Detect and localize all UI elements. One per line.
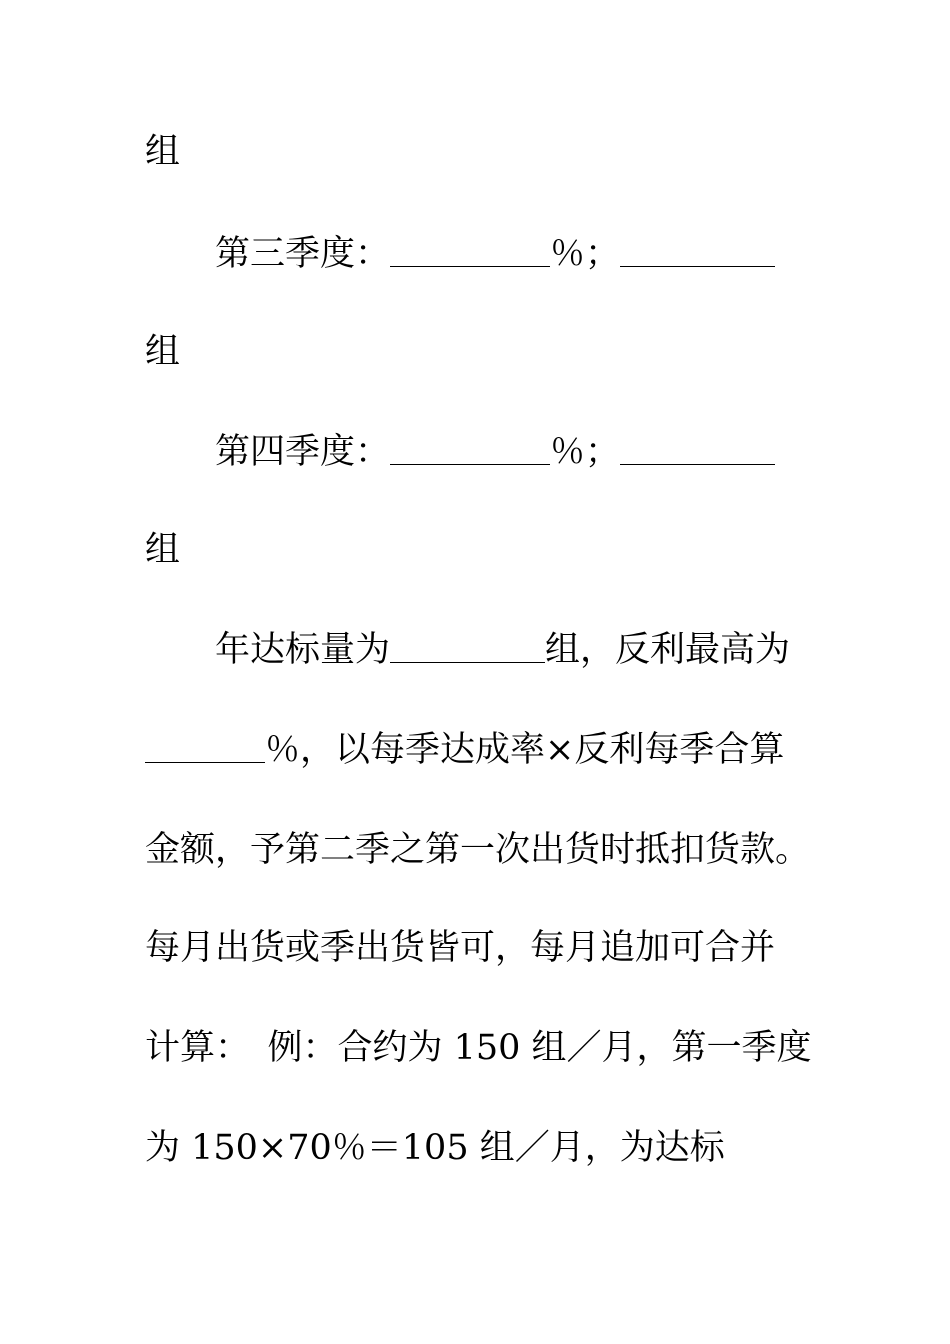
quarter-three-line	[215, 234, 875, 274]
percent-blank[interactable]	[390, 236, 550, 267]
text-line: 计算： 例：合约为 150 组／月，第一季度	[145, 1028, 812, 1068]
quarter-label: 第三季度：	[215, 234, 391, 274]
quarter-four-line	[215, 432, 875, 472]
quarter-label: 第四季度：	[215, 432, 391, 472]
annual-target-label: 年达标量为	[215, 630, 391, 670]
text-line: 金额，予第二季之第一次出货时抵扣货款。	[145, 830, 811, 870]
annual-target-blank[interactable]	[390, 632, 545, 663]
percent-sign: ％；	[550, 234, 621, 274]
max-rebate-blank[interactable]	[145, 732, 265, 763]
percent-blank[interactable]	[390, 434, 550, 465]
text-line: 组	[145, 132, 181, 172]
text-line: 组	[145, 530, 181, 570]
percent-sign: ％；	[550, 432, 621, 472]
rebate-line	[145, 730, 805, 770]
rebate-text: 组，反利最高为	[545, 630, 791, 670]
text-line: 组	[145, 332, 181, 372]
quantity-blank[interactable]	[620, 236, 775, 267]
rebate-formula-text: ％，以每季达成率×反利每季合算	[265, 730, 785, 770]
text-line: 每月出货或季出货皆可，每月追加可合并	[145, 928, 776, 968]
text-line: 为 150×70％＝105 组／月，为达标	[145, 1128, 725, 1168]
annual-target-line	[215, 630, 875, 670]
quantity-blank[interactable]	[620, 434, 775, 465]
